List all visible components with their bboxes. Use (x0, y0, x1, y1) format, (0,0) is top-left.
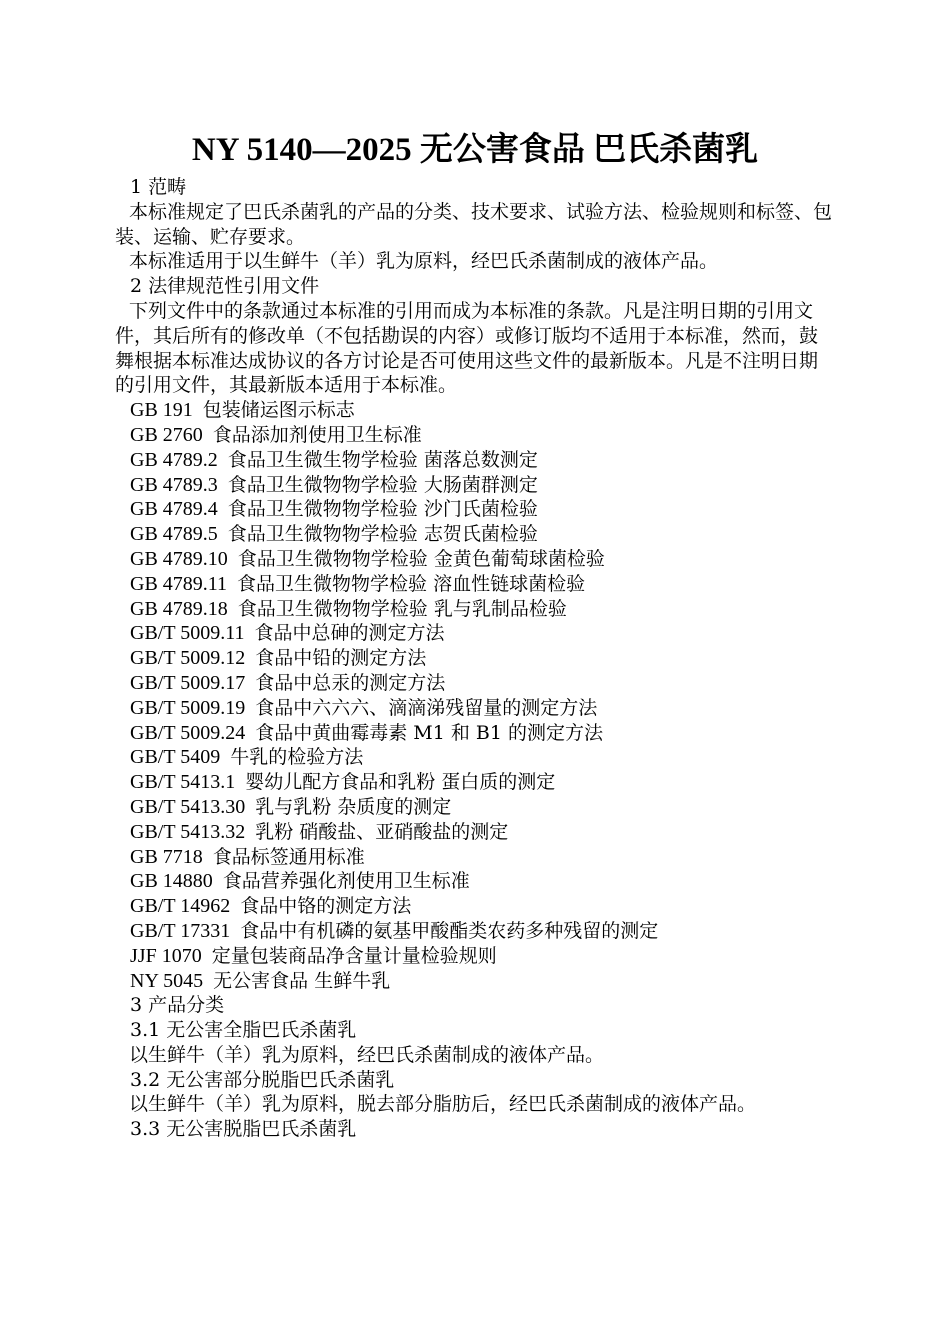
reference-item (115, 869, 835, 894)
reference-title: 食品中总汞的测定方法 (255, 671, 446, 694)
section-3-heading: 3 产品分类 (130, 994, 225, 1017)
reference-item (115, 721, 835, 746)
reference-item (115, 423, 835, 448)
reference-code: GB 2760 (130, 423, 203, 446)
reference-title: 婴幼儿配方食品和乳粉 蛋白质的测定 (245, 771, 556, 794)
document-title: NY 5140—2025 无公害食品 巴氏杀菌乳 (191, 132, 759, 168)
reference-code: GB 14880 (130, 870, 213, 893)
reference-title: 食品卫生微物物学检验 溶血性链球菌检验 (237, 572, 586, 595)
reference-title: 食品中黄曲霉毒素 M1 和 B1 的测定方法 (255, 721, 603, 744)
reference-code: GB 4789.10 (130, 547, 228, 570)
reference-item (115, 919, 835, 944)
reference-code: GB/T 5409 (130, 746, 221, 769)
reference-title: 牛乳的检验方法 (230, 746, 364, 769)
reference-title: 食品中总砷的测定方法 (254, 622, 445, 645)
reference-item (115, 547, 835, 572)
section-3-1-heading: 3.1 无公害全脂巴氏杀菌乳 (130, 1019, 357, 1042)
reference-code: GB/T 5009.24 (130, 721, 246, 744)
reference-code: GB/T 5009.19 (130, 696, 246, 719)
reference-item (115, 621, 835, 646)
section-2-heading: 2 法律规范性引用文件 (130, 275, 320, 298)
reference-item (115, 894, 835, 919)
reference-title: 包装储运图示标志 (202, 399, 355, 422)
reference-title: 定量包装商品净含量计量检验规则 (211, 944, 497, 967)
reference-code: GB/T 5413.1 (130, 771, 236, 794)
reference-title: 食品卫生微物物学检验 大肠菌群测定 (227, 473, 538, 496)
section-2-paragraph-1: 下列文件中的条款通过本标准的引用而成为本标准的条款。凡是注明日期的引用文件，其后所有的修改单（不包括勘误的内容）或修订版均不适用于本标准，然而，鼓舞根据本标准达成协议的各方讨论是否可使用这些文件的最新版本。凡是不注明日期的引用文件，其最新版本适用于本标准。 (115, 299, 819, 397)
reference-title: 食品中铬的测定方法 (240, 895, 412, 918)
reference-item (115, 522, 835, 547)
reference-item (115, 398, 835, 423)
reference-code: GB 4789.11 (130, 572, 228, 595)
reference-title: 无公害食品 生鲜牛乳 (213, 969, 391, 992)
reference-title: 食品标签通用标准 (212, 845, 365, 868)
reference-item (115, 795, 835, 820)
section-1-paragraph-1: 本标准规定了巴氏杀菌乳的产品的分类、技术要求、试验方法、检验规则和标签、包装、运输、贮存要求。 (115, 200, 833, 248)
reference-title: 食品营养强化剂使用卫生标准 (222, 870, 470, 893)
reference-code: GB 4789.4 (130, 498, 218, 521)
reference-item (115, 448, 835, 473)
reference-code: GB 4789.5 (130, 523, 218, 546)
document-body (115, 175, 835, 1142)
reference-item (115, 497, 835, 522)
reference-title: 食品卫生微生物学检验 菌落总数测定 (227, 448, 538, 471)
reference-item (115, 770, 835, 795)
reference-code: GB/T 5009.12 (130, 647, 246, 670)
reference-item (115, 696, 835, 721)
reference-code: GB/T 5413.30 (130, 795, 246, 818)
reference-title: 食品卫生微物物学检验 乳与乳制品检验 (237, 597, 567, 620)
section-1-heading: 1 范畴 (130, 176, 187, 198)
reference-code: GB 191 (130, 399, 193, 422)
reference-code: GB/T 5413.32 (130, 820, 246, 843)
section-3-2-text: 以生鲜牛（羊）乳为原料，脱去部分脂肪后，经巴氏杀菌制成的液体产品。 (129, 1093, 757, 1116)
reference-title: 食品卫生微物物学检验 志贺氏菌检验 (227, 523, 538, 546)
reference-title: 食品卫生微物物学检验 沙门氏菌检验 (227, 498, 538, 521)
reference-item (115, 671, 835, 696)
reference-code: GB 4789.2 (130, 448, 218, 471)
reference-item (115, 845, 835, 870)
reference-item (115, 473, 835, 498)
reference-list (115, 398, 835, 993)
reference-title: 食品中铅的测定方法 (255, 647, 427, 670)
reference-item (115, 969, 835, 994)
reference-code: GB 4789.18 (130, 597, 228, 620)
section-1-paragraph-2: 本标准适用于以生鲜牛（羊）乳为原料，经巴氏杀菌制成的液体产品。 (129, 250, 719, 273)
reference-code: GB/T 17331 (130, 919, 231, 942)
reference-item (115, 944, 835, 969)
reference-title: 食品卫生微物物学检验 金黄色葡萄球菌检验 (237, 547, 605, 570)
reference-code: JJF 1070 (130, 944, 202, 967)
reference-item (115, 646, 835, 671)
reference-item (115, 820, 835, 845)
section-3-1-text: 以生鲜牛（羊）乳为原料，经巴氏杀菌制成的液体产品。 (129, 1043, 605, 1066)
reference-item (115, 745, 835, 770)
reference-code: GB 4789.3 (130, 473, 218, 496)
reference-item (115, 572, 835, 597)
reference-item (115, 597, 835, 622)
reference-title: 食品中六六六、滴滴涕残留量的测定方法 (255, 696, 598, 719)
reference-title: 乳与乳粉 杂质度的测定 (255, 795, 452, 818)
section-3-3-heading: 3.3 无公害脱脂巴氏杀菌乳 (130, 1118, 357, 1141)
section-3-2-heading: 3.2 无公害部分脱脂巴氏杀菌乳 (130, 1068, 395, 1091)
reference-title: 食品添加剂使用卫生标准 (212, 423, 422, 446)
reference-code: NY 5045 (130, 969, 204, 992)
reference-code: GB/T 5009.17 (130, 671, 246, 694)
reference-title: 食品中有机磷的氨基甲酸酯类农药多种残留的测定 (240, 919, 659, 942)
reference-title: 乳粉 硝酸盐、亚硝酸盐的测定 (255, 820, 509, 843)
reference-code: GB 7718 (130, 845, 203, 868)
reference-code: GB/T 14962 (130, 895, 231, 918)
reference-code: GB/T 5009.11 (130, 622, 245, 645)
